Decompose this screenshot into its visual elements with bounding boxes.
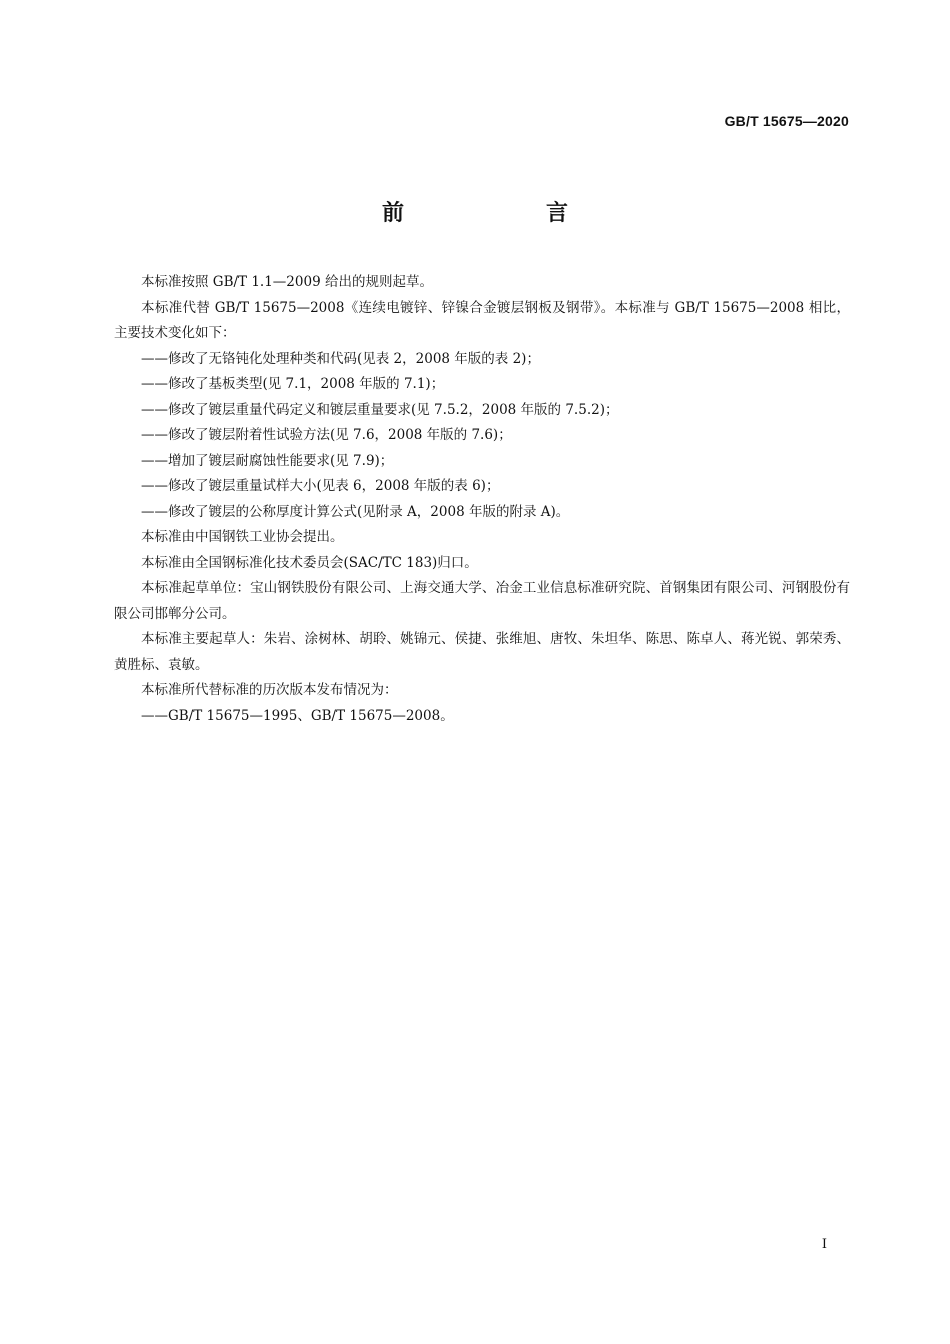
history-item: ——GB/T 15675—1995、GB/T 15675—2008。 xyxy=(141,707,454,724)
change-item: ——修改了镀层重量代码定义和镀层重量要求(见 7.5.2，2008 年版的 7.5.2)； xyxy=(141,401,619,418)
page-title: 前 言 xyxy=(381,201,628,226)
paragraph-replacement: 本标准代替 GB/T 15675—2008《连续电镀锌、锌镍合金镀层钢板及钢带》。本标准与 GB/T 15675—2008 相比，主要技术变化如下： xyxy=(114,299,850,341)
paragraph-drafting-units: 本标准起草单位：宝山钢铁股份有限公司、上海交通大学、冶金工业信息标准研究院、首钢集团有限公司、河钢股份有限公司邯郸分公司。 xyxy=(114,580,850,622)
paragraph-history-intro: 本标准所代替标准的历次版本发布情况为： xyxy=(141,682,398,698)
paragraph-drafting-rules: 本标准按照 GB/T 1.1—2009 给出的规则起草。 xyxy=(141,274,433,290)
change-item: ——增加了镀层耐腐蚀性能要求(见 7.9)； xyxy=(141,452,394,469)
paragraph-committee: 本标准由全国钢标准化技术委员会(SAC/TC 183)归口。 xyxy=(141,554,478,571)
standard-code: GB/T 15675—2020 xyxy=(724,113,849,129)
change-item: ——修改了镀层的公称厚度计算公式(见附录 A，2008 年版的附录 A)。 xyxy=(141,503,570,520)
change-item: ——修改了镀层重量试样大小(见表 6，2008 年版的表 6)； xyxy=(141,478,500,494)
change-item: ——修改了镀层附着性试验方法(见 7.6，2008 年版的 7.6)； xyxy=(141,427,512,443)
paragraph-proposer: 本标准由中国钢铁工业协会提出。 xyxy=(141,529,344,545)
change-item: ——修改了基板类型(见 7.1，2008 年版的 7.1)； xyxy=(141,376,445,392)
paragraph-drafters: 本标准主要起草人：朱岩、涂树林、胡聆、姚锦元、侯捷、张维旭、唐牧、朱坦华、陈思、陈卓人、蒋光锐、郭荣秀、黄胜标、袁敏。 xyxy=(114,631,850,673)
page-number: I xyxy=(821,1237,827,1252)
foreword-body xyxy=(114,270,850,729)
change-item: ——修改了无铬钝化处理种类和代码(见表 2，2008 年版的表 2)； xyxy=(141,350,540,367)
